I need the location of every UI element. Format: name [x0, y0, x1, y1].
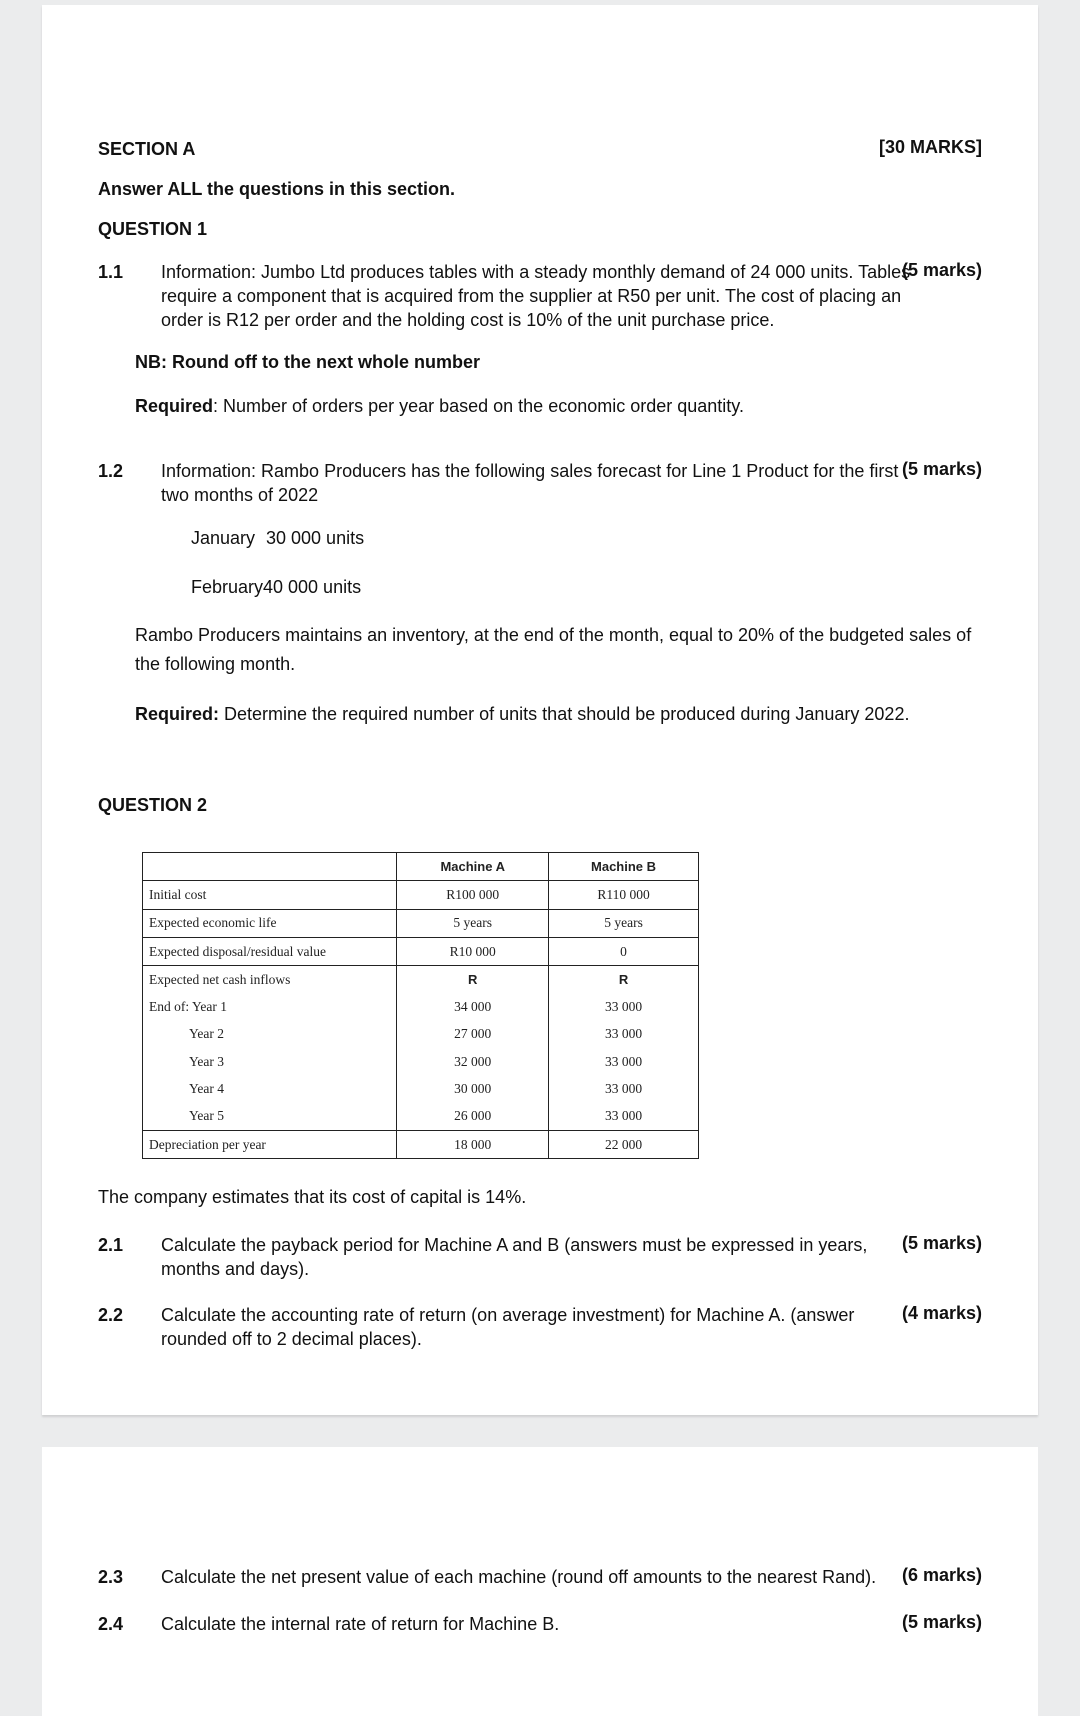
table-row — [143, 1130, 699, 1158]
table-cell: 34 000 — [397, 993, 549, 1020]
forecast-month-january: January — [191, 528, 256, 548]
table-cell: Year 3 — [143, 1048, 397, 1075]
table-cell: 33 000 — [549, 993, 699, 1020]
forecast-units-february: 40 000 units — [263, 577, 362, 597]
exam-page-2 — [42, 1447, 1038, 1716]
q2-1-text: Calculate the payback period for Machine A and B (answers must be expressed in years, months and days). — [161, 1235, 868, 1279]
table-cell: Expected economic life — [143, 909, 397, 937]
table-cell: Initial cost — [143, 881, 397, 909]
table-cell — [143, 853, 397, 881]
q2-2-marks: (4 marks) — [901, 1303, 982, 1323]
table-cell: Depreciation per year — [143, 1130, 397, 1158]
question-1-title: QUESTION 1 — [98, 219, 208, 239]
table-cell: R — [397, 966, 549, 994]
q2-4-number: 2.4 — [98, 1614, 124, 1634]
table-cell: 30 000 — [397, 1075, 549, 1102]
machine-comparison-table — [142, 852, 699, 1159]
q1-2-marks: (5 marks) — [901, 459, 982, 479]
q1-1-number: 1.1 — [98, 262, 124, 282]
table-header-row — [143, 853, 699, 881]
required-text: : Number of orders per year based on the economic order quantity. — [213, 396, 744, 416]
table-cell: Year 5 — [143, 1103, 397, 1131]
table-row — [143, 1075, 699, 1102]
section-instruction: Answer ALL the questions in this section. — [98, 179, 456, 199]
table-cell: 5 years — [549, 909, 699, 937]
q2-1-number: 2.1 — [98, 1235, 124, 1255]
required-label: Required: — [135, 704, 220, 724]
table-cell: 5 years — [397, 909, 549, 937]
table-cell: 33 000 — [549, 1075, 699, 1102]
q2-2-number: 2.2 — [98, 1305, 124, 1325]
table-cell: 33 000 — [549, 1021, 699, 1048]
table-cell: Expected disposal/residual value — [143, 937, 397, 965]
table-cell: Year 4 — [143, 1075, 397, 1102]
q1-2-inventory-text: Rambo Producers maintains an inventory, at the end of the month, equal to 20% of the budgeted sales of the following month. — [135, 625, 972, 674]
required-label: Required — [135, 396, 214, 416]
table-cell: 0 — [549, 937, 699, 965]
table-cell: R100 000 — [397, 881, 549, 909]
table-row — [143, 937, 699, 965]
table-cell: 33 000 — [549, 1103, 699, 1131]
q1-1-text: Information: Jumbo Ltd produces tables with a steady monthly demand of 24 000 units. Tables require a component that is acquired from the supplier at R50 per unit. The cost of placing an order is R12 per order and the holding cost is 10% of the unit purchase price. — [161, 262, 911, 330]
table-row — [143, 1103, 699, 1131]
header-machine-b: Machine B — [549, 853, 699, 881]
header-machine-a: Machine A — [397, 853, 549, 881]
q2-1-marks: (5 marks) — [901, 1233, 982, 1253]
section-marks: [30 MARKS] — [878, 137, 982, 157]
table-cell: 32 000 — [397, 1048, 549, 1075]
table-row — [143, 909, 699, 937]
q2-3-text: Calculate the net present value of each machine (round off amounts to the nearest Rand). — [161, 1567, 877, 1587]
table-cell: R110 000 — [549, 881, 699, 909]
table-cell: Expected net cash inflows — [143, 966, 397, 994]
question-2-title: QUESTION 2 — [98, 795, 208, 815]
table-cell: R10 000 — [397, 937, 549, 965]
exam-page-1 — [42, 5, 1038, 1415]
forecast-units-january: 30 000 units — [266, 528, 365, 548]
required-text: Determine the required number of units that should be produced during January 2022. — [219, 704, 910, 724]
q2-4-text: Calculate the internal rate of return for Machine B. — [161, 1614, 560, 1634]
table-cell: R — [549, 966, 699, 994]
q1-2-required — [135, 702, 909, 726]
q1-2-number: 1.2 — [98, 461, 124, 481]
q1-1-required — [135, 394, 744, 418]
table-row — [143, 993, 699, 1020]
table-cell: End of: Year 1 — [143, 993, 397, 1020]
q1-1-nb: NB: Round off to the next whole number — [135, 352, 480, 372]
q2-3-marks: (6 marks) — [901, 1565, 982, 1585]
table-row — [143, 966, 699, 994]
table-row — [143, 1021, 699, 1048]
cost-of-capital-text: The company estimates that its cost of capital is 14%. — [98, 1187, 527, 1207]
q2-3-number: 2.3 — [98, 1567, 124, 1587]
table-cell: 27 000 — [397, 1021, 549, 1048]
table-row — [143, 881, 699, 909]
q1-2-text: Information: Rambo Producers has the following sales forecast for Line 1 Product for the first two months of 2022 — [161, 461, 899, 505]
table-cell: 26 000 — [397, 1103, 549, 1131]
forecast-month-february: February — [191, 577, 264, 597]
table-cell: 18 000 — [397, 1130, 549, 1158]
q1-1-marks: (5 marks) — [901, 260, 982, 280]
table-cell: 33 000 — [549, 1048, 699, 1075]
q2-2-text: Calculate the accounting rate of return (on average investment) for Machine A. (answer rounded off to 2 decimal places). — [161, 1305, 855, 1349]
q2-4-marks: (5 marks) — [901, 1612, 982, 1632]
table-cell: Year 2 — [143, 1021, 397, 1048]
section-title: SECTION A — [98, 139, 196, 159]
table-cell: 22 000 — [549, 1130, 699, 1158]
table-row — [143, 1048, 699, 1075]
